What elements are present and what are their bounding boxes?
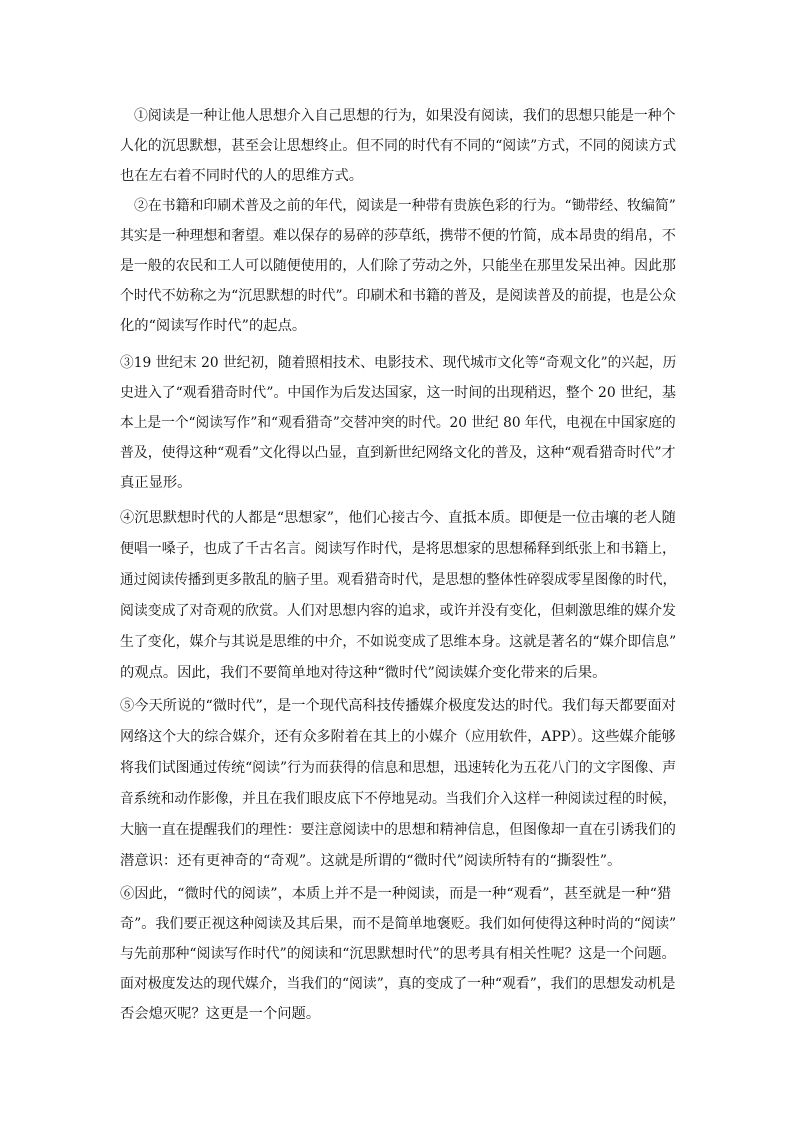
text-line: ④沉思默想时代的人都是“思想家”，他们心接古今、直抵本质。即便是一位击壤的老人随 <box>120 510 676 526</box>
text-line: 潜意识：还有更神奇的“奇观”。这就是所谓的“微时代”阅读所特有的“撕裂性”。 <box>120 853 622 869</box>
text-line: ⑤今天所说的“微时代”，是一个现代高科技传播媒介极度发达的时代。我们每天都要面对 <box>120 698 676 714</box>
text-line: 将我们试图通过传统“阅读”行为而获得的信息和思想，迅速转化为五花八门的文字图像、声 <box>120 760 677 776</box>
text-line: 便唱一嗓子，也成了千古名言。阅读写作时代，是将思想家的思想稀释到纸张上和书籍上， <box>120 541 676 557</box>
text-line: 本上是一个“阅读写作”和“观看猎奇”交替冲突的时代。20 世纪 80 年代，电视在中国家庭的 <box>120 415 676 431</box>
text-line: 也在左右着不同时代的人的思维方式。 <box>120 168 364 184</box>
text-line: 大脑一直在提醒我们的理性：要注意阅读中的思想和精神信息，但图像却一直在引诱我们的 <box>120 822 676 838</box>
text-line: ⑥因此，“微时代的阅读”，本质上并不是一种阅读，而是一种“观看”，甚至就是一种“猎 <box>120 886 672 902</box>
text-line: 阅读变成了对奇观的欣赏。人们对思想内容的追求，或许并没有变化，但刺激思维的媒介发 <box>120 603 676 619</box>
text-line: 人化的沉思默想，甚至会让思想终止。但不同的时代有不同的“阅读”方式，不同的阅读方式 <box>120 138 677 154</box>
text-line: ①阅读是一种让他人思想介入自己思想的行为，如果没有阅读，我们的思想只能是一种个 <box>134 108 676 124</box>
text-line: 的观点。因此，我们不要简单地对待这种“微时代”阅读媒介变化带来的后果。 <box>120 665 607 681</box>
text-line: 通过阅读传播到更多散乱的脑子里。观看猎奇时代，是思想的整体性碎裂成零星图像的时代， <box>120 572 677 588</box>
text-line: 网络这个大的综合媒介，还有众多附着在其上的小媒介（应用软件，APP）。这些媒介能够 <box>120 729 676 745</box>
text-line: 其实是一种理想和奢望。难以保存的易碎的莎草纸，携带不便的竹简，成本昂贵的绢帛，不 <box>120 228 676 244</box>
text-line: 面对极度发达的现代媒介，当我们的“阅读”，真的变成了一种“观看”，我们的思想发动机是 <box>120 976 676 992</box>
text-line: 生了变化，媒介与其说是思维的中介，不如说变成了思维本身。这就是著名的“媒介即信息” <box>120 634 677 650</box>
text-line: ②在书籍和印刷术普及之前的年代，阅读是一种带有贵族色彩的行为。“锄带经、牧编简” <box>134 198 676 214</box>
text-line: 普及，使得这种“观看”文化得以凸显，直到新世纪网络文化的普及，这种“观看猎奇时代”才 <box>120 445 676 461</box>
text-line: ③19 世纪末 20 世纪初，随着照相技术、电影技术、现代城市文化等“奇观文化”的兴起，历 <box>120 355 677 371</box>
text-line: 奇”。我们要正视这种阅读及其后果，而不是简单地褒贬。我们如何使得这种时尚的“阅读” <box>120 916 677 932</box>
text-line: 是一般的农民和工人可以随便使用的，人们除了劳动之外，只能坐在那里发呆出神。因此那 <box>120 258 676 274</box>
text-line: 否会熄灭呢？这更是一个问题。 <box>120 1006 321 1022</box>
text-line: 音系统和动作影像，并且在我们眼皮底下不停地晃动。当我们介入这样一种阅读过程的时候， <box>120 791 677 807</box>
text-line: 化的“阅读写作时代”的起点。 <box>120 318 307 334</box>
text-line: 真正显形。 <box>120 475 192 491</box>
text-line: 个时代不妨称之为“沉思默想的时代”。印刷术和书籍的普及，是阅读普及的前提，也是公众 <box>120 288 677 304</box>
text-line: 史进入了“观看猎奇时代”。中国作为后发达国家，这一时间的出现稍迟，整个 20 世纪，基 <box>120 385 676 401</box>
text-line: 与先前那种“阅读写作时代”的阅读和“沉思默想时代”的思考具有相关性呢？这是一个问题。 <box>120 946 676 962</box>
